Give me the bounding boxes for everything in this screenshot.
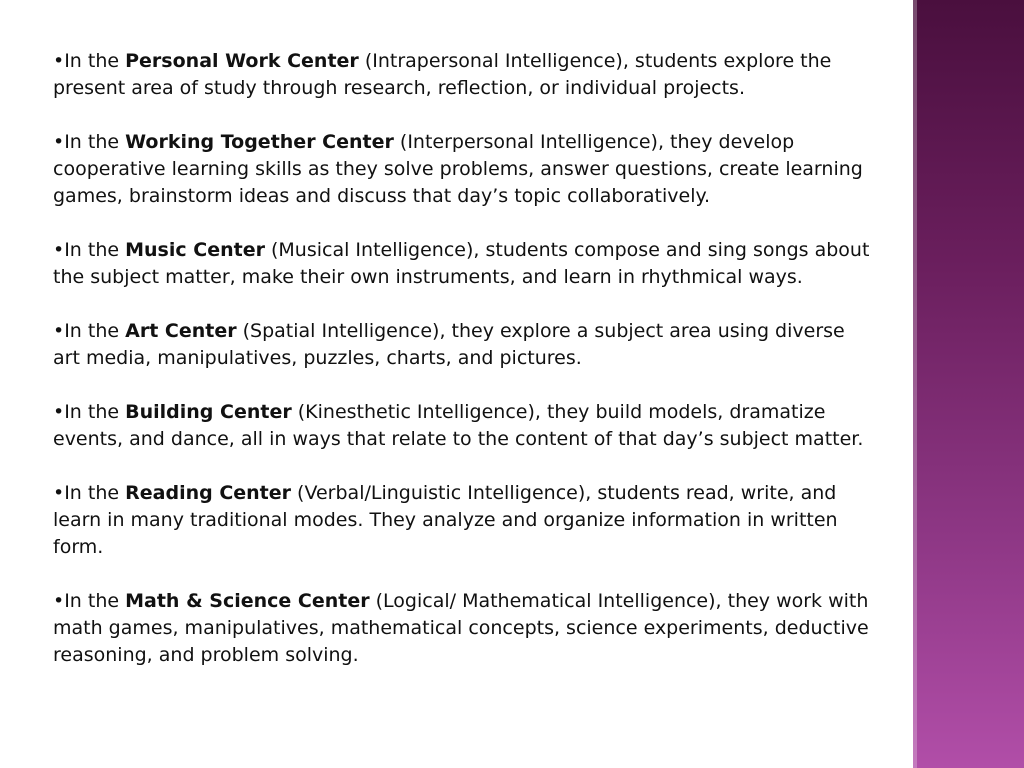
decorative-side-band [913, 0, 1024, 768]
center-name: Working Together Center [125, 131, 394, 153]
bullet-prefix: •In the [53, 590, 126, 612]
bullet-description: (Verbal/Linguistic Intelligence), students read, write, and learn in many traditional modes. They analyze and organize information in written form. [53, 482, 838, 558]
bullet-prefix: •In the [53, 320, 126, 342]
bullet-prefix: •In the [53, 131, 126, 153]
bullet-prefix: •In the [53, 50, 126, 72]
bullet-description: (Musical Intelligence), students compose and sing songs about the subject matter, make their own instruments, and learn in rhythmical ways. [53, 239, 870, 288]
bullet-description: (Interpersonal Intelligence), they develop cooperative learning skills as they solve problems, answer questions, create learning games, brainstorm ideas and discuss that day’s topic collaboratively. [53, 131, 863, 207]
center-name: Building Center [125, 401, 292, 423]
center-name: Personal Work Center [125, 50, 359, 72]
center-name: Music Center [125, 239, 265, 261]
bullet-item [53, 399, 873, 453]
bullet-prefix: •In the [53, 401, 126, 423]
bullet-description: (Spatial Intelligence), they explore a subject area using diverse art media, manipulatives, puzzles, charts, and pictures. [53, 320, 845, 369]
bullet-item [53, 588, 873, 669]
center-name: Math & Science Center [125, 590, 370, 612]
bullet-item [53, 480, 873, 561]
bullet-item [53, 129, 873, 210]
bullet-description: (Kinesthetic Intelligence), they build models, dramatize events, and dance, all in ways that relate to the content of that day’s subject matter. [53, 401, 864, 450]
bullet-list [53, 48, 873, 669]
bullet-item [53, 318, 873, 372]
bullet-item [53, 237, 873, 291]
center-name: Art Center [125, 320, 237, 342]
bullet-item [53, 48, 873, 102]
bullet-description: (Logical/ Mathematical Intelligence), they work with math games, manipulatives, mathematical concepts, science experiments, deductive reasoning, and problem solving. [53, 590, 869, 666]
center-name: Reading Center [125, 482, 292, 504]
bullet-description: (Intrapersonal Intelligence), students explore the present area of study through research, reflection, or individual projects. [53, 50, 832, 99]
bullet-prefix: •In the [53, 239, 126, 261]
bullet-prefix: •In the [53, 482, 126, 504]
